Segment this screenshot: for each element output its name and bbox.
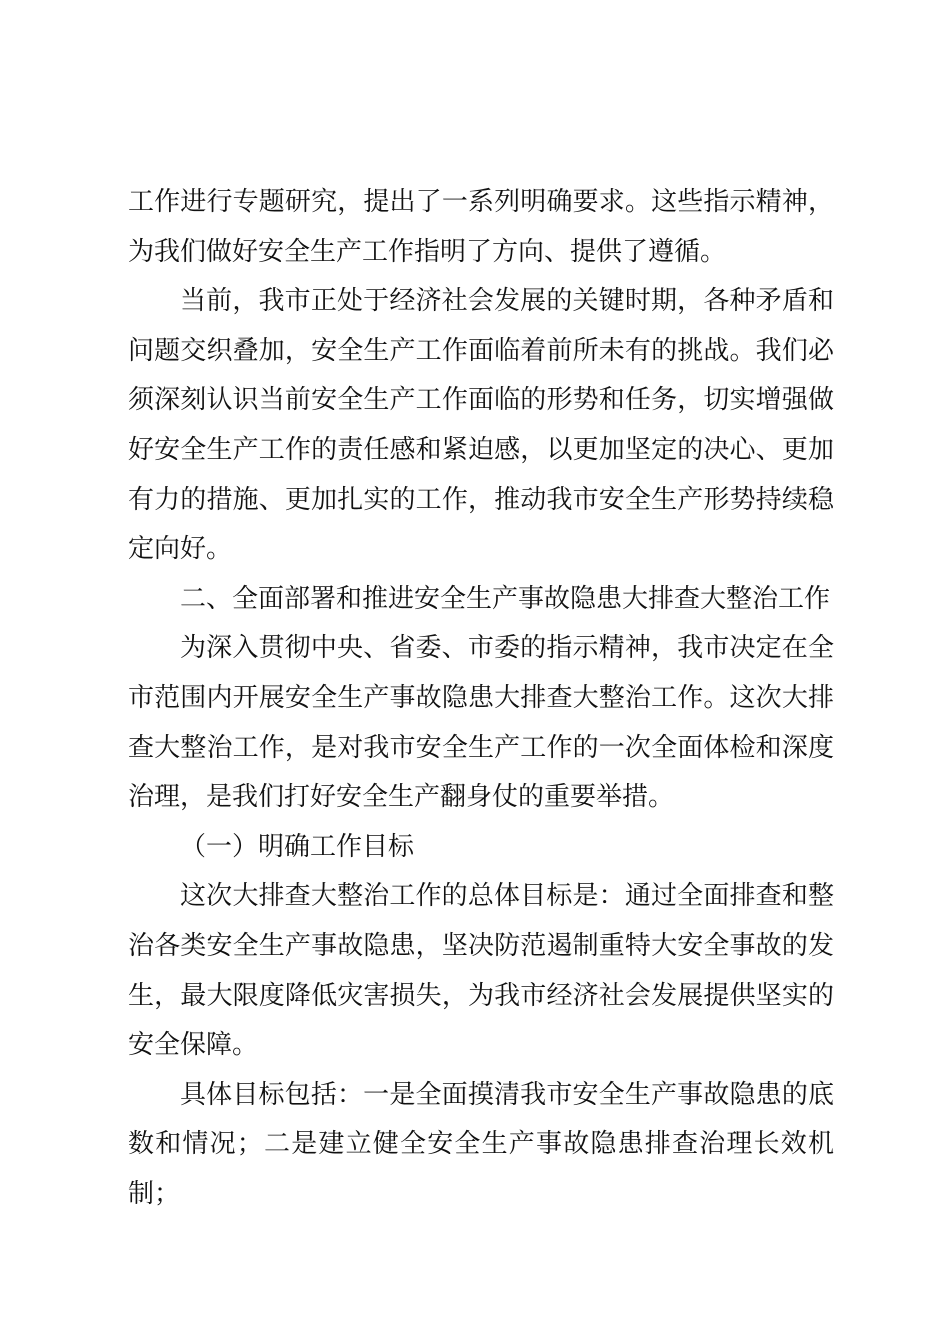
section-heading-2: 二、全面部署和推进安全生产事故隐患大排查大整治工作 [180, 583, 831, 614]
paragraph-continuation: 工作进行专题研究，提出了一系列明确要求。这些指示精神，为我们做好安全生产工作指明了方向、提供了遵循。 [128, 187, 834, 267]
paragraph-overall-goal: 这次大排查大整治工作的总体目标是：通过全面排查和整治各类安全生产事故隐患，坚决防范遏制重特大安全事故的发生，最大限度降低灾害损失，为我市经济社会发展提供坚实的安全保障。 [128, 881, 834, 1061]
document-body [128, 178, 834, 1219]
paragraph-decision: 为深入贯彻中央、省委、市委的指示精神，我市决定在全市范围内开展安全生产事故隐患大排查大整治工作。这次大排查大整治工作，是对我市安全生产工作的一次全面体检和深度治理，是我们打好安全生产翻身仗的重要举措。 [128, 633, 834, 813]
paragraph-specific-goals: 具体目标包括：一是全面摸清我市安全生产事故隐患的底数和情况；二是建立健全安全生产事故隐患排查治理长效机制； [128, 1079, 834, 1209]
subsection-heading-1: （一）明确工作目标 [180, 831, 415, 862]
paragraph-current-situation: 当前，我市正处于经济社会发展的关键时期，各种矛盾和问题交织叠加，安全生产工作面临着前所未有的挑战。我们必须深刻认识当前安全生产工作面临的形势和任务，切实增强做好安全生产工作的责任感和紧迫感，以更加坚定的决心、更加有力的措施、更加扎实的工作，推动我市安全生产形势持续稳定向好。 [128, 286, 834, 565]
